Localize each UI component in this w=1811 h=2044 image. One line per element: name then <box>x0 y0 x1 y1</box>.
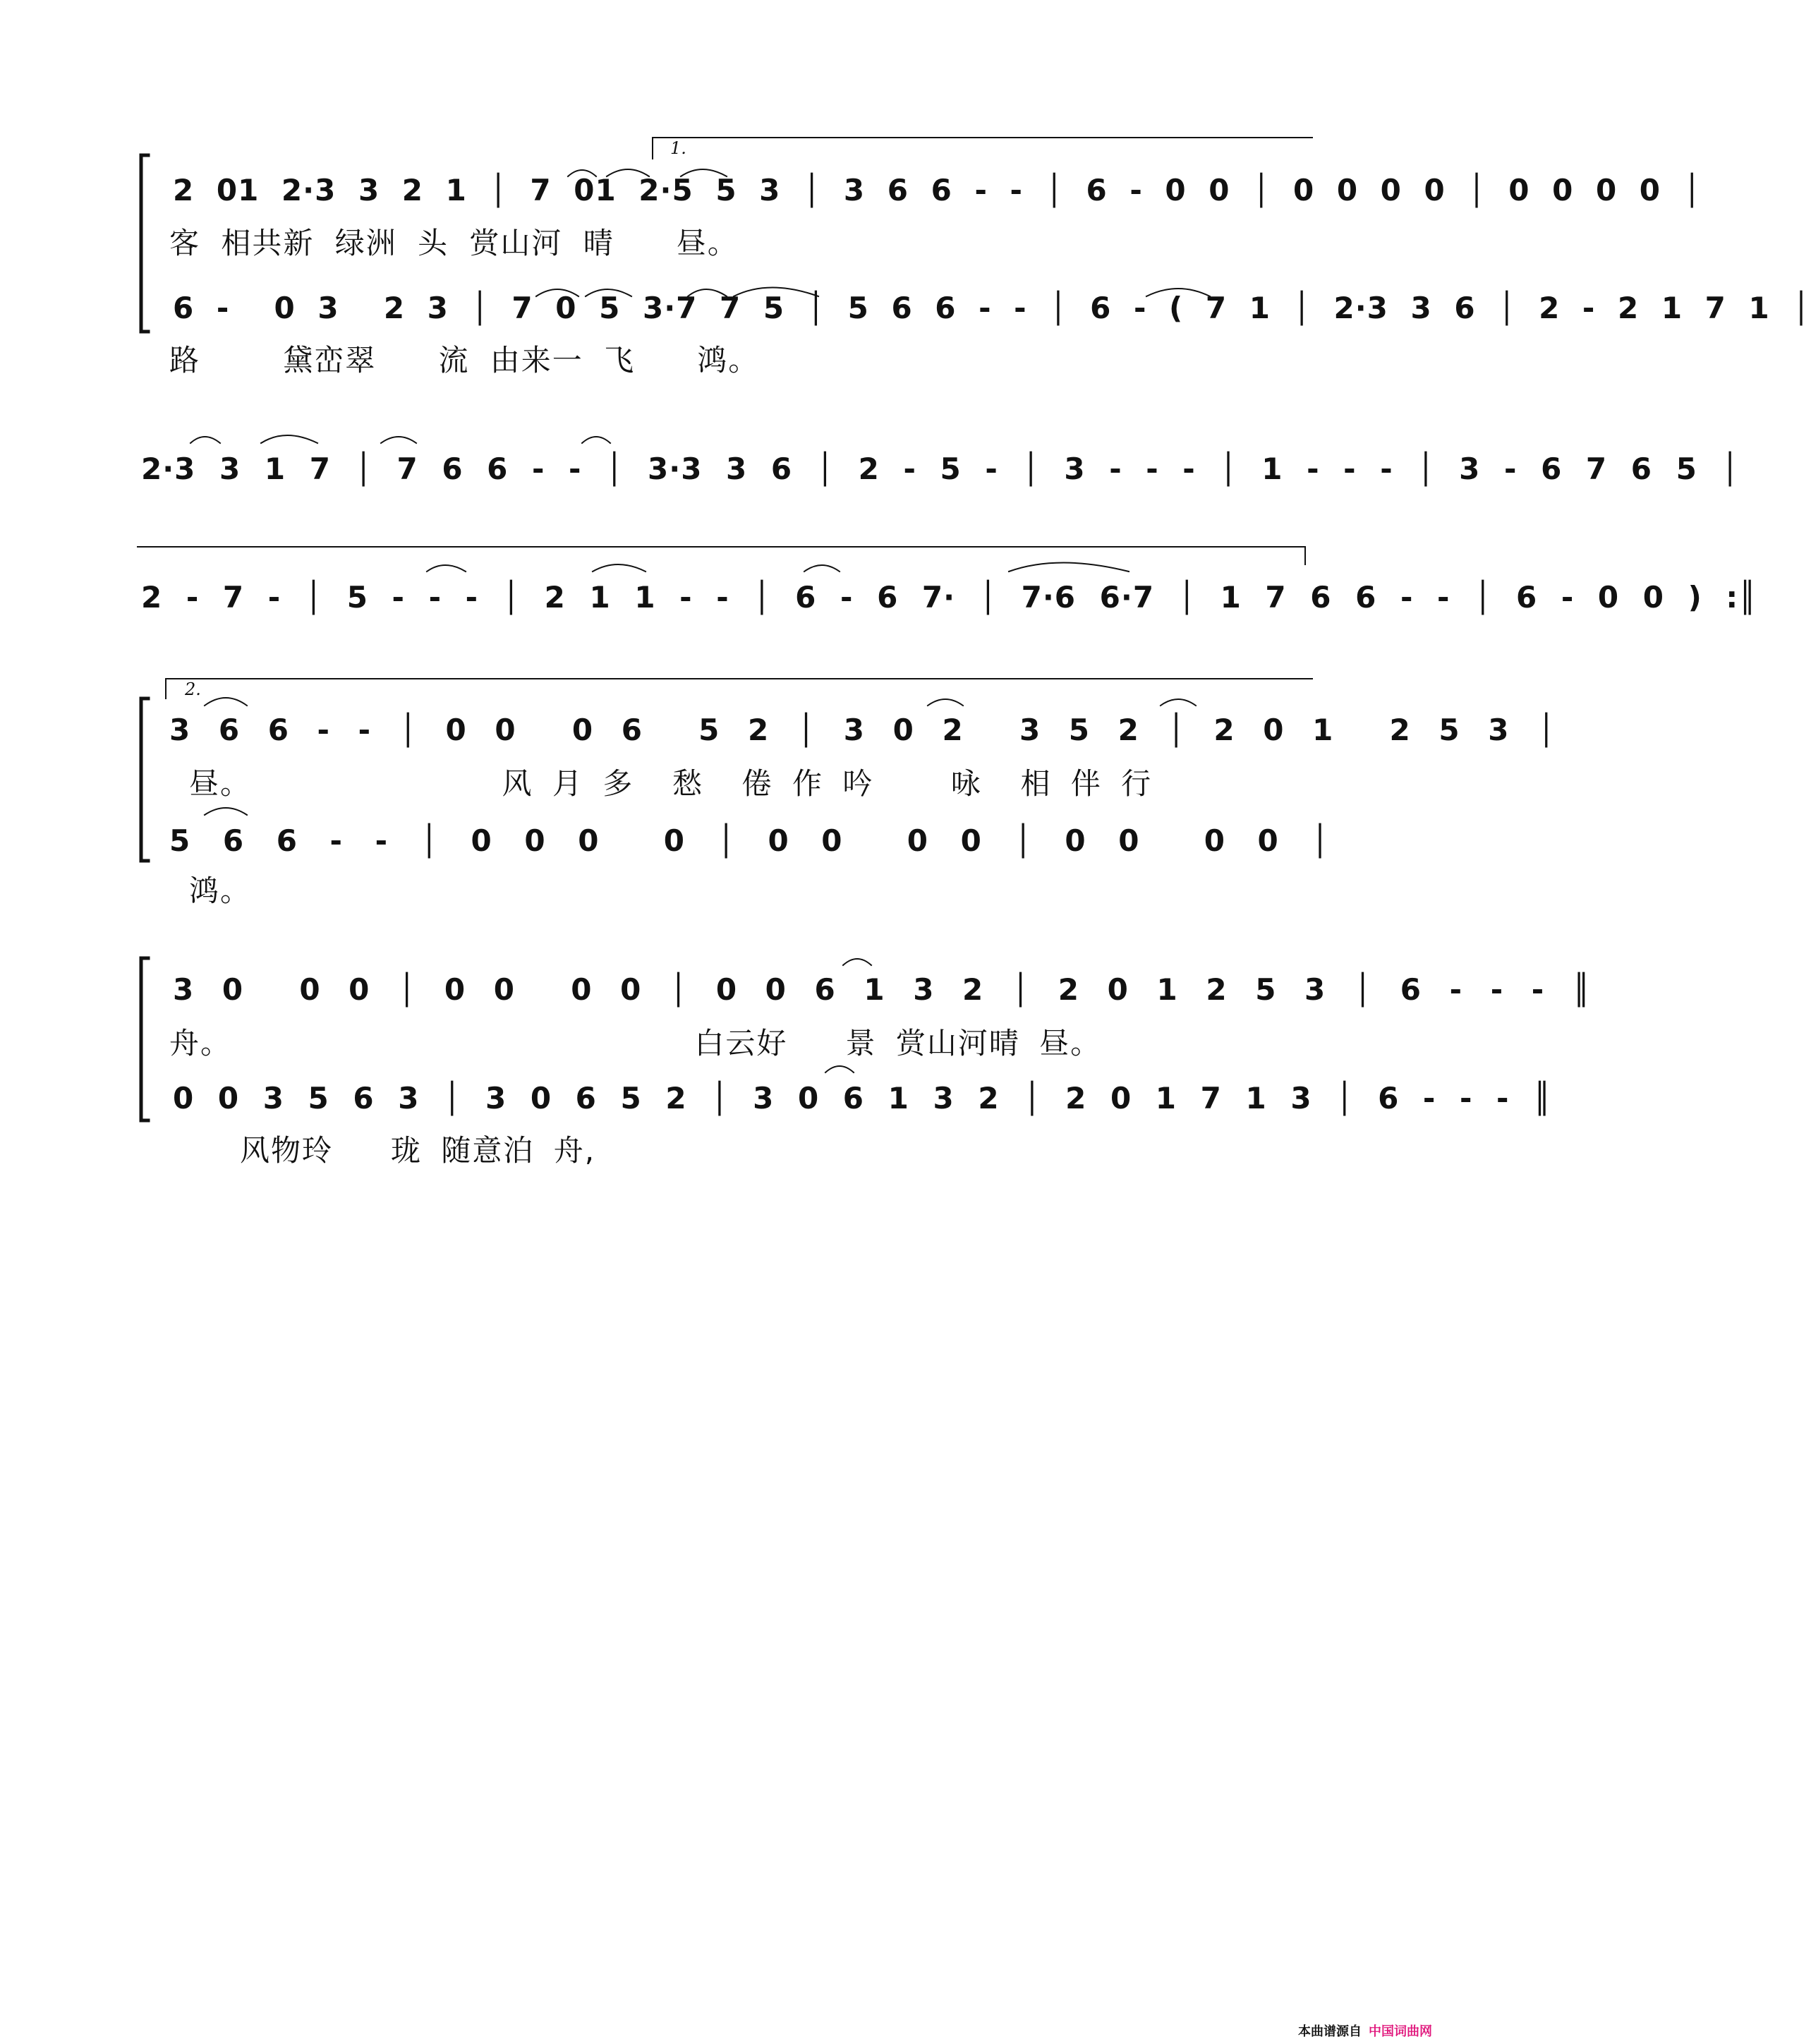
row4-upper-lyrics: 昼。 风 月 多 愁 倦 作 吟 咏 相 伴 行 <box>189 766 1153 801</box>
system5-brace <box>141 958 148 1120</box>
row2-notes: 2·3 3 1 7 │ 7 6 6 - - │ 3·3 3 6 │ 2 - 5 - │ 3 - - - │ 1 - - - │ 3 - 6 7 6 5 │ <box>141 452 1740 486</box>
volta-2-bracket <box>166 679 1312 699</box>
row5-upper-notes: 3 0 0 0 │ 0 0 0 0 │ 0 0 6 1 3 2 │ 2 0 1 2 5 3 │ 6 - - - ║ <box>173 972 1592 1007</box>
row4-upper-notes: 3 6 6 - - │ 0 0 0 6 5 2 │ 3 0 2 3 5 2 │ 2 0 1 2 5 3 │ <box>169 713 1556 747</box>
site-name[interactable]: 中国词曲网 <box>1369 2024 1432 2039</box>
row5-lower-notes: 0 0 3 5 6 3 │ 3 0 6 5 2 │ 3 0 6 1 3 2 │ 2 0 1 7 1 3 │ 6 - - - ║ <box>173 1081 1552 1115</box>
row1-upper-lyrics: 客 相共新 绿洲 头 赏山河 晴 昼。 <box>169 226 739 260</box>
row1-lower-notes: 6 - 0 3 2 3 │ 7 0 5 3·7 7 5 │ 5 6 6 - - │ 6 - ( 7 1 │ 2·3 3 6 │ 2 - 2 1 7 1 │ <box>173 291 1811 325</box>
system4-brace <box>141 699 148 861</box>
volta-1-bracket <box>653 138 1312 159</box>
source-footer <box>1298 2021 1432 2040</box>
row5-lower-lyrics: 风物玲 珑 随意泊 舟, <box>240 1133 596 1168</box>
row4-lower-notes: 5 6 6 - - │ 0 0 0 0 │ 0 0 0 0 │ 0 0 0 0 │ <box>169 823 1330 858</box>
row1-upper-notes: 2 01 2·3 3 2 1 │ 7 01 2·5 5 3 │ 3 6 6 - - │ 6 - 0 0 │ 0 0 0 0 │ 0 0 0 0 │ <box>173 173 1702 207</box>
row5-upper-lyrics: 舟。 白云好 景 赏山河晴 昼。 <box>169 1026 1102 1060</box>
volta-2-label: 2. <box>185 679 201 699</box>
row4-lower-lyrics: 鸿。 <box>189 873 252 908</box>
row3-notes: 2 - 7 - │ 5 - - - │ 2 1 1 - - │ 6 - 6 7· │ 7·6 6·7 │ 1 7 6 6 - - │ 6 - 0 0 ) :║ <box>141 580 1757 615</box>
system1-brace <box>141 155 148 332</box>
volta-1-label: 1. <box>670 138 686 158</box>
source-label: 本曲谱源自 <box>1298 2024 1362 2039</box>
row1-lower-lyrics: 路 黛峦翠 流 由来一 飞 鸿。 <box>169 343 760 377</box>
volta-row3-bracket <box>138 547 1305 564</box>
